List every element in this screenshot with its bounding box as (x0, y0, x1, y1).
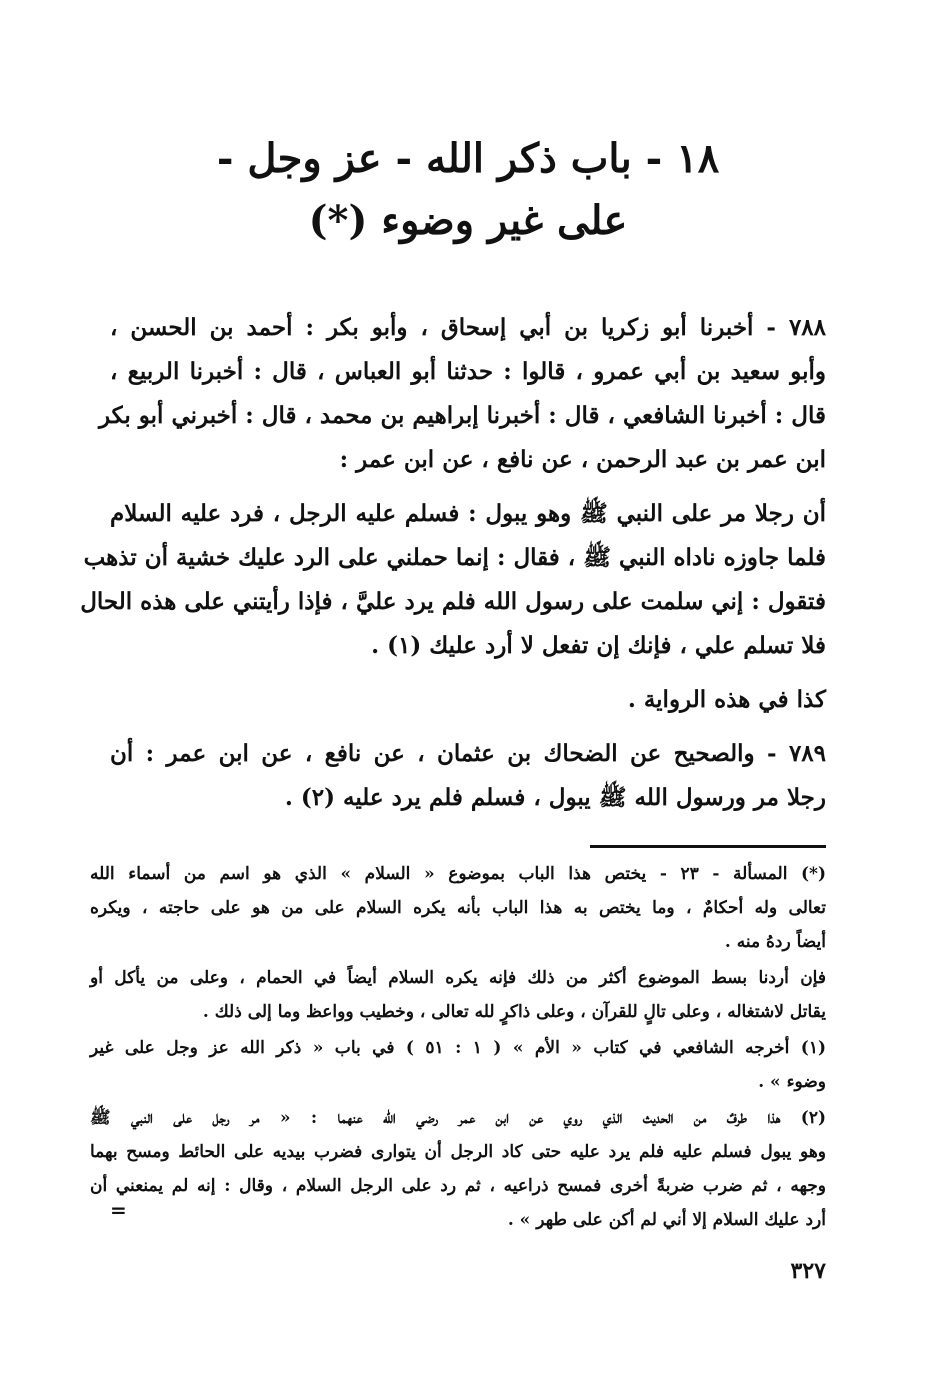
text-line: وأبو سعيد بن أبي عمرو ، قالوا : حدثنا أبو العباس ، قال : أخبرنا الربيع ، (110, 358, 826, 385)
text-line: ٧٨٨ - أخبرنا أبو زكريا بن أبي إسحاق ، وأبو بكر : أحمد بن الحسن ، (110, 314, 826, 341)
continuation-mark: = (110, 1198, 127, 1222)
footnote-line: (١) أخرجه الشافعي في كتاب « الأم » ( ١ : ٥١ ) في باب « ذكر الله عز وجل على غير (90, 1038, 826, 1058)
book-page (80, 0, 827, 1376)
text-line: كذا في هذه الرواية . (627, 686, 826, 713)
paragraph-hadith-788 (98, 306, 826, 482)
chapter-title (110, 128, 826, 252)
footnote-line: وهو يبول فسلم عليه فلم يرد عليه حتى كاد الرجل أن يتوارى فضرب بيديه على الحائط ومسح بهما (90, 1142, 827, 1162)
text-line: فلا تسلم علي ، فإنك إن تفعل لا أرد عليك (١) . (371, 632, 826, 659)
footnote-line: أيضاً ردهُ منه . (724, 932, 826, 952)
text-line: فتقول : إني سلمت على رسول الله فلم يرد عليَّ ، فإذا رأيتني على هذه الحال (80, 588, 826, 615)
footnote-asterisk (90, 857, 826, 959)
footnote-asterisk-continued (90, 961, 826, 1029)
chapter-title-line-2: على غير وضوء (*) (308, 197, 628, 244)
footnote-line: (*) المسألة - ٢٣ - يختص هذا الباب بموضوع « السلام » الذي هو اسم من أسماء الله (90, 864, 826, 884)
footnotes (90, 857, 826, 1239)
paragraph-hadith-text (80, 492, 826, 668)
footnote-line: وضوء » . (758, 1072, 826, 1092)
footnote-1 (90, 1031, 826, 1099)
paragraph-hadith-789 (110, 732, 826, 820)
footnote-separator (590, 845, 826, 848)
text-line: رجلا مر ورسول الله ﷺ يبول ، فسلم فلم يرد عليه (٢) . (284, 784, 826, 811)
footnote-line: (٢) هذا طرفٌ من الحديث الذي روي عن ابن عمر رضي الله عنهما : « مر رجل على النبي ﷺ (90, 1108, 826, 1128)
text-line: أن رجلا مر على النبي ﷺ وهو يبول : فسلم عليه الرجل ، فرد عليه السلام (110, 500, 826, 527)
footnote-line: فإن أردنا بسط الموضوع أكثر من ذلك فإنه يكره السلام أيضاً في الحمام ، وعلى من يأكل أو (90, 968, 826, 988)
text-line: فلما جاوزه ناداه النبي ﷺ ، فقال : إنما حملني على الرد عليك خشية أن تذهب (83, 544, 826, 571)
footnote-line: تعالى وله أحكامٌ ، وما يختص به هذا الباب بأنه يكره السلام على من هو على حاجته ، ويكره (90, 898, 826, 918)
footnote-line: أرد عليك السلام إلا أني لم أكن على طهر » . (507, 1210, 826, 1230)
footnote-line: وجهه ، ثم ضرب ضربةً أخرى فمسح ذراعيه ، ثم رد على الرجل السلام ، وقال : إنه لم يمنعني أن (90, 1176, 826, 1196)
text-line: ٧٨٩ - والصحيح عن الضحاك بن عثمان ، عن نافع ، عن ابن عمر : أن (110, 740, 826, 767)
main-text (80, 306, 826, 830)
footnote-2 (90, 1101, 826, 1237)
text-line: قال : أخبرنا الشافعي ، قال : أخبرنا إبراهيم بن محمد ، قال : أخبرني أبو بكر (98, 402, 826, 429)
chapter-title-line-1: ١٨ - باب ذكر الله - عز وجل - (216, 135, 720, 182)
footnote-line: يقاتل لاشتغاله ، وعلى تالٍ للقرآن ، وعلى ذاكرٍ لله تعالى ، وخطيب وواعظ وما إلى ذلك . (202, 1002, 826, 1022)
text-line: ابن عمر بن عبد الرحمن ، عن نافع ، عن ابن عمر : (339, 446, 826, 473)
paragraph-note (110, 678, 826, 722)
page-number: ٣٢٧ (790, 1258, 826, 1284)
